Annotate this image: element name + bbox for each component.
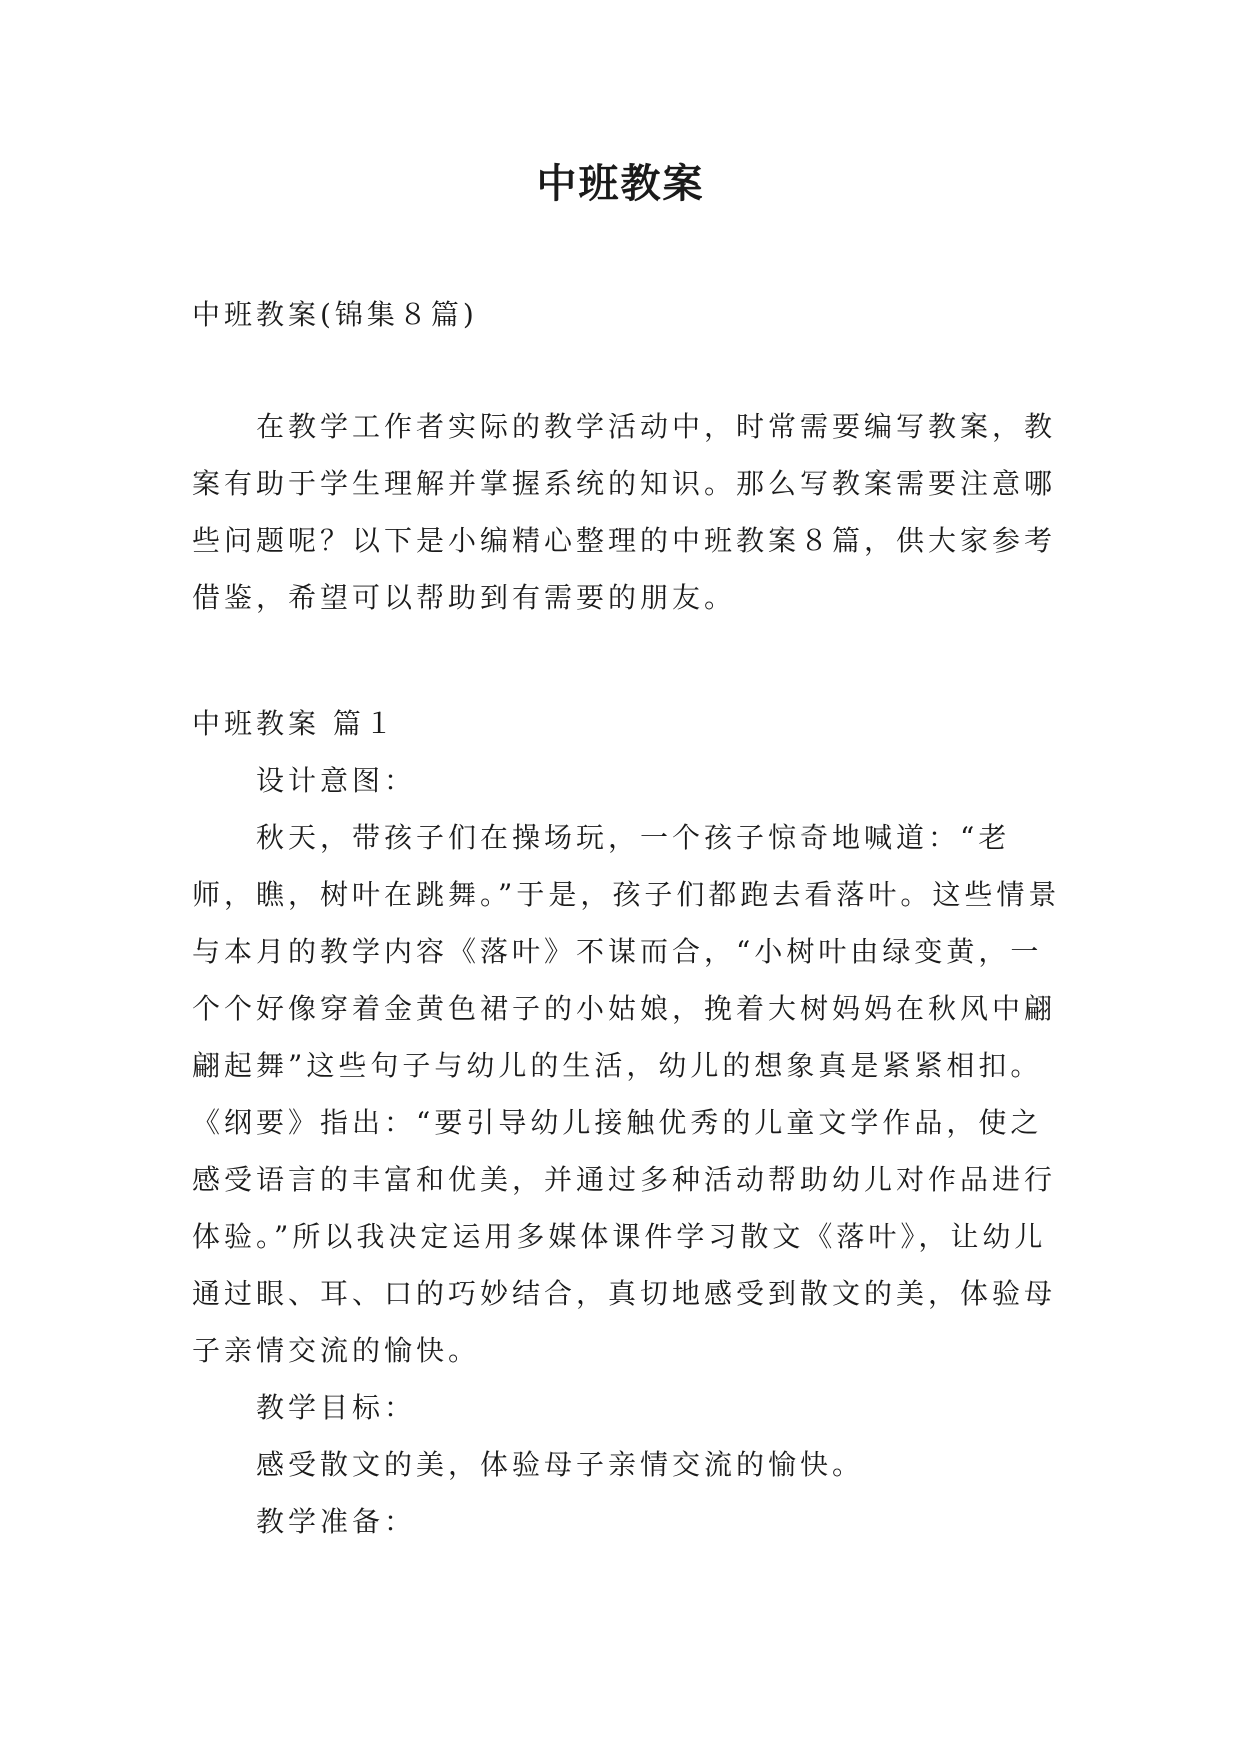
- teaching-goal-label: 教学目标：: [256, 1391, 417, 1424]
- design-intent-label: 设计意图：: [256, 764, 417, 797]
- section-1: [192, 695, 1068, 1550]
- teaching-prep-label: 教学准备：: [256, 1505, 417, 1538]
- intro-paragraph: 在教学工作者实际的教学活动中，时常需要编写教案，教案有助于学生理解并掌握系统的知识。那么写教案需要注意哪些问题呢？以下是小编精心整理的中班教案８篇，供大家参考借鉴，希望可以帮助到有需要的朋友。: [192, 410, 1057, 614]
- document-title: 中班教案: [536, 161, 705, 207]
- design-intent-paragraph: 秋天，带孩子们在操场玩，一个孩子惊奇地喊道：“老师，瞧，树叶在跳舞。”于是，孩子们都跑去看落叶。这些情景与本月的教学内容《落叶》不谋而合，“小树叶由绿变黄，一个个好像穿着金黄色裙子的小姑娘，挽着大树妈妈在秋风中翩翩起舞”这些句子与幼儿的生活，幼儿的想象真是紧紧相扣。《纲要》指出：“要引导幼儿接触优秀的儿童文学作品，使之感受语言的丰富和优美，并通过多种活动帮助幼儿对作品进行体验。”所以我决定运用多媒体课件学习散文《落叶》，让幼儿通过眼、耳、口的巧妙结合，真切地感受到散文的美，体验母子亲情交流的愉快。: [192, 821, 1061, 1367]
- document-subtitle: 中班教案(锦集８篇): [192, 298, 478, 331]
- section-heading: 中班教案 篇１: [192, 707, 397, 740]
- teaching-goal-text: 感受散文的美，体验母子亲情交流的愉快。: [256, 1448, 865, 1481]
